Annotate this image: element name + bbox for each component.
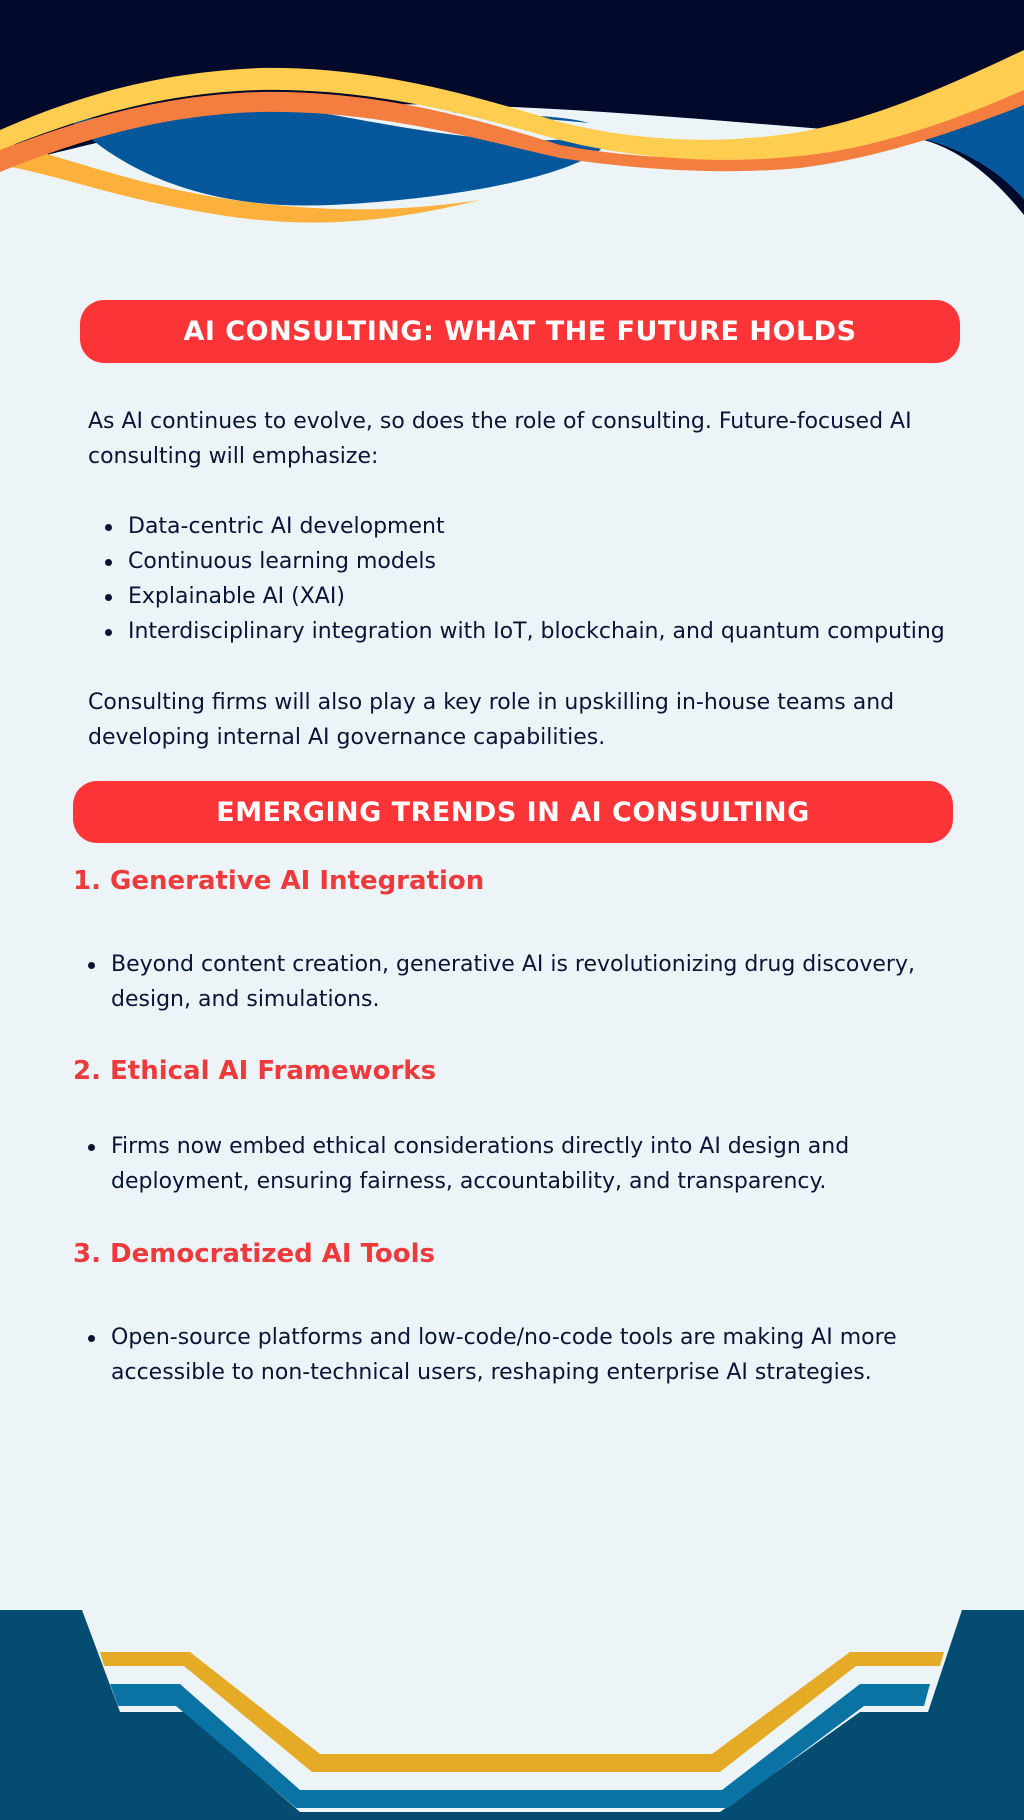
focus-areas-list [90,509,990,649]
trend-heading: 2. Ethical AI Frameworks [73,1056,437,1086]
bottom-decoration [0,1602,1024,1820]
list-item: Continuous learning models [90,544,990,579]
list-item: Explainable AI (XAI) [90,579,990,614]
list-item: Beyond content creation, generative AI is revolutionizing drug discovery, design, and simulations. [73,947,993,1017]
trend-heading: 3. Democratized AI Tools [73,1239,435,1269]
trend-points-list [73,1129,993,1199]
trend-points-list [73,947,993,1017]
list-item: Interdisciplinary integration with IoT, blockchain, and quantum computing [90,614,990,649]
top-wave-decoration [0,0,1024,240]
title-banner [80,300,960,363]
title-banner-text: AI CONSULTING: WHAT THE FUTURE HOLDS [183,316,857,347]
trend-heading: 1. Generative AI Integration [73,866,485,896]
list-item: Data-centric AI development [90,509,990,544]
intro-paragraph: As AI continues to evolve, so does the role of consulting. Future-focused AI consulting will emphasize: [88,409,912,469]
list-item: Firms now embed ethical considerations directly into AI design and deployment, ensuring fairness, accountability, and transparency. [73,1129,993,1199]
trend-points-list [73,1320,993,1390]
footer-teal-shape [0,1610,1024,1820]
trends-banner [73,781,953,843]
list-item: Open-source platforms and low-code/no-code tools are making AI more accessible to non-technical users, reshaping enterprise AI strategies. [73,1320,993,1390]
outro-paragraph: Consulting firms will also play a key role in upskilling in-house teams and developing internal AI governance capabilities. [88,690,895,750]
trends-banner-text: EMERGING TRENDS IN AI CONSULTING [216,796,810,828]
